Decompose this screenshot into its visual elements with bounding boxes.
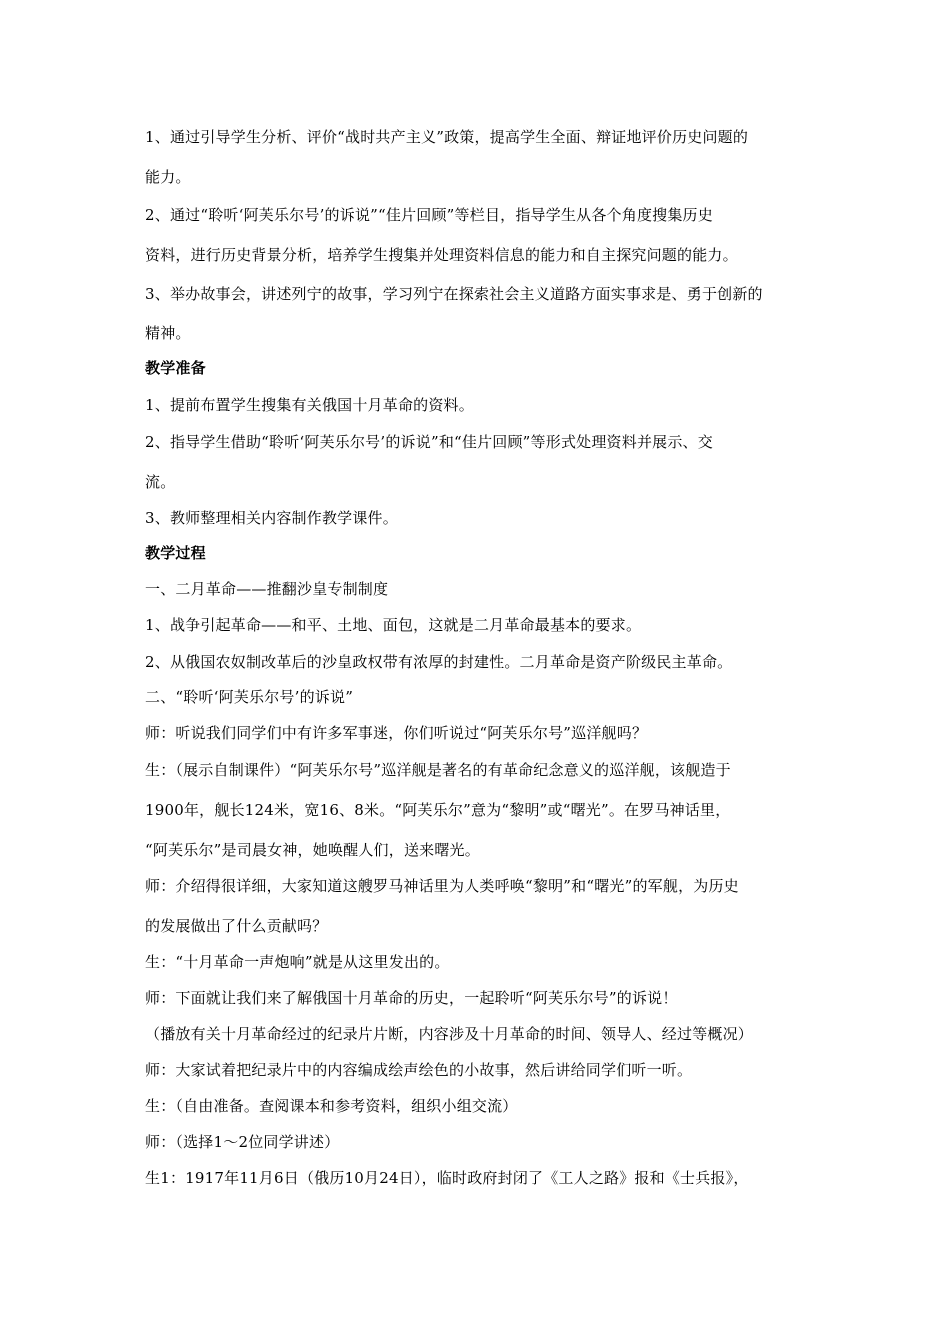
goal-1-line-1: 1、通过引导学生分析、评价“战时共产主义”政策，提高学生全面、辩证地评价历史问题的 (145, 128, 749, 146)
goal-2-line-2: 资料，进行历史背景分析，培养学生搜集并处理资料信息的能力和自主探究问题的能力。 (145, 246, 738, 264)
prep-item-3: 3、教师整理相关内容制作教学课件。 (145, 509, 398, 527)
dialogue-teacher-3: 师：下面就让我们来了解俄国十月革命的历史，一起聆听“阿芙乐尔号”的诉说！ (145, 989, 678, 1007)
prep-item-2-line-1: 2、指导学生借助“聆听‘阿芙乐尔号’的诉说”和“佳片回顾”等形式处理资料并展示、交 (145, 433, 713, 451)
dialogue-teacher-5: 师：（选择1～2位同学讲述） (145, 1133, 340, 1151)
goal-1-line-2: 能力。 (145, 168, 191, 186)
goal-3-line-1: 3、举办故事会，讲述列宁的故事，学习列宁在探索社会主义道路方面实事求是、勇于创新的 (145, 285, 763, 303)
dialogue-student-1-line-3: “阿芙乐尔”是司晨女神，她唤醒人们，送来曙光。 (145, 841, 480, 859)
dialogue-student-1-line-2: 1900年，舰长124米，宽16、8米。“阿芙乐尔”意为“黎明”或“曙光”。在罗马神话里， (145, 801, 731, 819)
process-part-1-item-2: 2、从俄国农奴制改革后的沙皇政权带有浓厚的封建性。二月革命是资产阶级民主革命。 (145, 653, 733, 671)
dialogue-teacher-2-line-2: 的发展做出了什么贡献吗？ (145, 917, 328, 935)
process-part-1-item-1: 1、战争引起革命——和平、土地、面包，这就是二月革命最基本的要求。 (145, 616, 642, 634)
dialogue-student-1-line-1: 生：（展示自制课件）“阿芙乐尔号”巡洋舰是著名的有革命纪念意义的巡洋舰，该舰造于 (145, 761, 731, 779)
section-heading-teaching-preparation: 教学准备 (145, 359, 206, 377)
goal-2-line-1: 2、通过“聆听‘阿芙乐尔号’的诉说”“佳片回顾”等栏目，指导学生从各个角度搜集历史 (145, 206, 713, 224)
documentary-note: （播放有关十月革命经过的纪录片片断，内容涉及十月革命的时间、领导人、经过等概况） (145, 1025, 754, 1043)
dialogue-student-3: 生：（自由准备。查阅课本和参考资料，组织小组交流） (145, 1097, 518, 1115)
prep-item-2-line-2: 流。 (145, 473, 176, 491)
goal-3-line-2: 精神。 (145, 324, 191, 342)
dialogue-teacher-2-line-1: 师：介绍得很详细，大家知道这艘罗马神话里为人类呼唤“黎明”和“曙光”的军舰，为历史 (145, 877, 739, 895)
dialogue-teacher-4: 师：大家试着把纪录片中的内容编成绘声绘色的小故事，然后讲给同学们听一听。 (145, 1061, 693, 1079)
dialogue-student-2: 生：“十月革命一声炮响”就是从这里发出的。 (145, 953, 450, 971)
section-heading-teaching-process: 教学过程 (145, 544, 206, 562)
dialogue-student-4: 生1：1917年11月6日（俄历10月24日），临时政府封闭了《工人之路》报和《士兵报》， (145, 1169, 749, 1187)
process-part-1-title: 一、二月革命——推翻沙皇专制制度 (145, 580, 389, 598)
prep-item-1: 1、提前布置学生搜集有关俄国十月革命的资料。 (145, 396, 474, 414)
process-part-2-title: 二、“聆听‘阿芙乐尔号’的诉说” (145, 688, 354, 706)
dialogue-teacher-1: 师：听说我们同学们中有许多军事迷，你们听说过“阿芙乐尔号”巡洋舰吗？ (145, 724, 648, 742)
